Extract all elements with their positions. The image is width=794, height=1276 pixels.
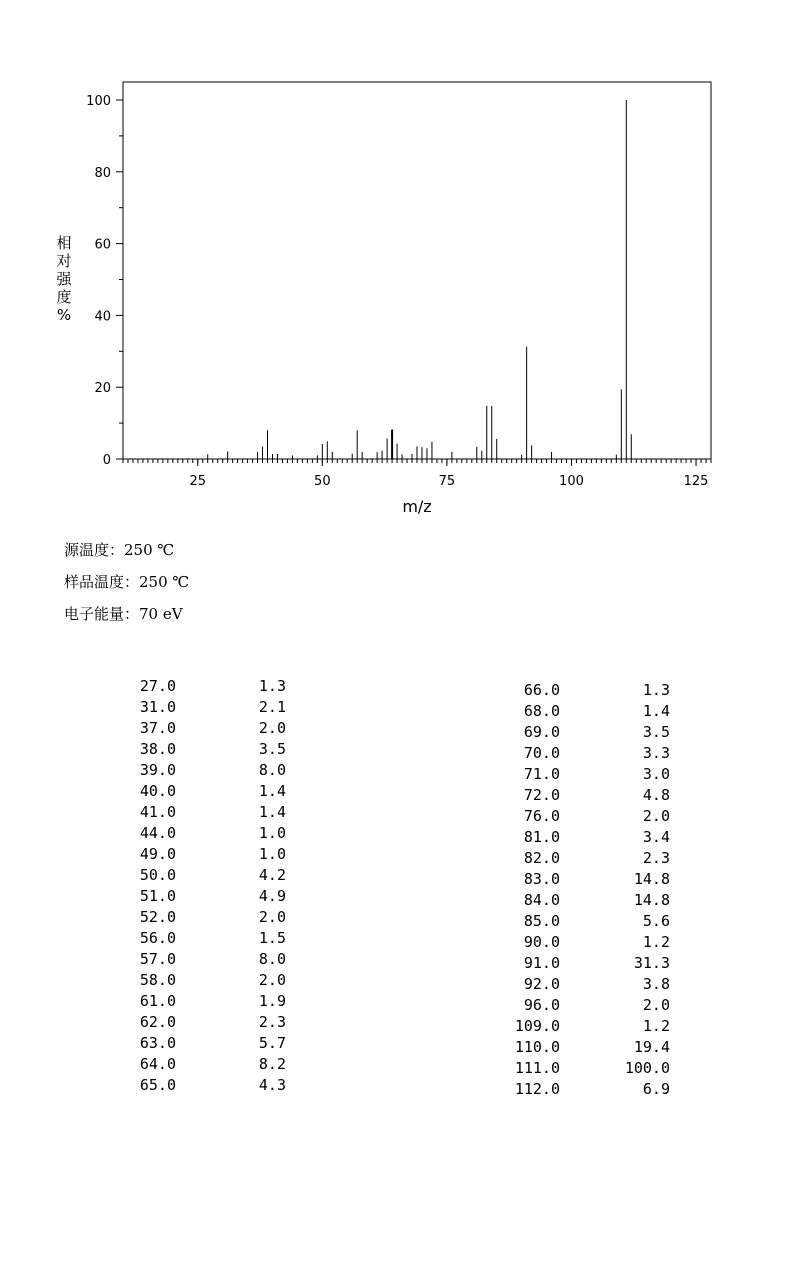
peak-mz-value: 31.0: [139, 698, 176, 716]
peak-intensity-value: 2.0: [258, 719, 286, 737]
peak-intensity-value: 2.0: [258, 908, 286, 926]
condition-sample-temperature: [64, 572, 189, 604]
peak-mz-value: 58.0: [139, 971, 176, 989]
table-row: [120, 886, 300, 907]
peak-mz-value: 61.0: [139, 992, 176, 1010]
condition-source-temperature: [64, 540, 189, 572]
peak-mz-value: 63.0: [139, 1034, 176, 1052]
table-row: [120, 907, 300, 928]
spectrum-peaks: [208, 100, 632, 459]
condition-label: 样品温度：: [64, 573, 140, 591]
table-row: [120, 1012, 300, 1033]
peak-intensity-value: 1.3: [258, 677, 286, 695]
condition-label: 电子能量：: [64, 605, 140, 623]
peak-mz-value: 69.0: [523, 723, 560, 741]
peak-mz-value: 90.0: [523, 933, 560, 951]
peak-intensity-value: 2.0: [642, 807, 670, 825]
y-tick-label: 40: [94, 309, 111, 325]
table-row: [120, 781, 300, 802]
peak-mz-value: 82.0: [523, 849, 560, 867]
peak-intensity-value: 14.8: [633, 870, 670, 888]
table-row: [490, 932, 680, 953]
x-tick-label: 100: [559, 474, 584, 489]
table-row: [120, 718, 300, 739]
peak-mz-value: 52.0: [139, 908, 176, 926]
table-row: [490, 1037, 680, 1058]
y-axis-label-char: 对: [56, 252, 72, 270]
peak-intensity-value: 4.2: [258, 866, 286, 884]
table-row: [490, 953, 680, 974]
table-row: [490, 995, 680, 1016]
peak-intensity-value: 1.2: [642, 933, 670, 951]
peak-mz-value: 37.0: [139, 719, 176, 737]
peak-intensity-value: 1.4: [258, 782, 286, 800]
y-axis-label-char: 度: [56, 288, 72, 306]
peak-intensity-value: 2.3: [642, 849, 670, 867]
y-tick-label: 60: [94, 237, 111, 253]
peak-mz-value: 38.0: [139, 740, 176, 758]
peak-intensity-value: 4.8: [642, 786, 670, 804]
peak-intensity-value: 1.0: [258, 824, 286, 842]
table-row: [120, 823, 300, 844]
peak-intensity-value: 1.9: [258, 992, 286, 1010]
peak-intensity-value: 100.0: [624, 1059, 670, 1077]
table-row: [490, 869, 680, 890]
peak-mz-value: 111.0: [514, 1059, 560, 1077]
table-row: [120, 676, 300, 697]
y-axis-label-char: 相: [56, 234, 72, 252]
peak-intensity-value: 2.0: [258, 971, 286, 989]
table-row: [490, 764, 680, 785]
peak-mz-value: 44.0: [139, 824, 176, 842]
peak-intensity-value: 8.0: [258, 761, 286, 779]
peak-mz-value: 84.0: [523, 891, 560, 909]
peak-mz-value: 57.0: [139, 950, 176, 968]
y-axis-label-char: %: [56, 306, 72, 324]
peak-intensity-value: 2.3: [258, 1013, 286, 1031]
peak-mz-value: 85.0: [523, 912, 560, 930]
peak-intensity-value: 1.4: [642, 702, 670, 720]
x-axis-label: m/z: [402, 497, 432, 516]
peak-intensity-value: 14.8: [633, 891, 670, 909]
table-row: [120, 991, 300, 1012]
peak-intensity-value: 2.0: [642, 996, 670, 1014]
mass-spectrum-chart: [0, 0, 794, 530]
condition-label: 源温度：: [64, 541, 125, 559]
table-row: [490, 890, 680, 911]
peak-mz-value: 71.0: [523, 765, 560, 783]
peak-table-right: [490, 680, 680, 1100]
peak-mz-value: 62.0: [139, 1013, 176, 1031]
peak-mz-value: 110.0: [514, 1038, 560, 1056]
peak-intensity-value: 8.2: [258, 1055, 286, 1073]
peak-intensity-value: 3.8: [642, 975, 670, 993]
peak-mz-value: 40.0: [139, 782, 176, 800]
peak-intensity-value: 1.4: [258, 803, 286, 821]
x-tick-label: 75: [438, 474, 456, 489]
y-axis-label-char: 强: [56, 270, 72, 288]
table-row: [490, 785, 680, 806]
peak-mz-value: 65.0: [139, 1076, 176, 1094]
table-row: [120, 802, 300, 823]
y-tick-label: 100: [86, 94, 111, 109]
peak-mz-value: 41.0: [139, 803, 176, 821]
x-tick-label: 50: [314, 474, 331, 489]
peak-mz-value: 50.0: [139, 866, 176, 884]
y-tick-label: 80: [94, 165, 111, 181]
table-row: [120, 970, 300, 991]
peak-intensity-value: 1.0: [258, 845, 286, 863]
peak-mz-value: 68.0: [523, 702, 560, 720]
y-tick-label: 20: [94, 381, 111, 397]
peak-intensity-value: 31.3: [633, 954, 670, 972]
peak-intensity-value: 5.7: [258, 1034, 286, 1052]
peak-mz-value: 112.0: [514, 1080, 560, 1098]
peak-mz-value: 92.0: [523, 975, 560, 993]
y-axis-ticks: [86, 94, 123, 468]
table-row: [490, 1058, 680, 1079]
table-row: [120, 739, 300, 760]
peak-intensity-value: 4.9: [258, 887, 286, 905]
peak-mz-value: 64.0: [139, 1055, 176, 1073]
peak-intensity-value: 3.3: [642, 744, 670, 762]
peak-intensity-value: 3.5: [258, 740, 286, 758]
peak-mz-value: 96.0: [523, 996, 560, 1014]
x-tick-label: 125: [683, 474, 709, 489]
peak-intensity-value: 4.3: [258, 1076, 286, 1094]
peak-mz-value: 83.0: [523, 870, 560, 888]
peak-intensity-value: 19.4: [633, 1038, 670, 1056]
peak-intensity-value: 3.0: [642, 765, 670, 783]
table-row: [490, 722, 680, 743]
table-row: [490, 1016, 680, 1037]
table-row: [490, 701, 680, 722]
table-row: [490, 743, 680, 764]
x-axis-ticks: [189, 459, 708, 489]
peak-mz-value: 66.0: [523, 681, 560, 699]
table-row: [120, 844, 300, 865]
peak-mz-value: 39.0: [139, 761, 176, 779]
peak-mz-value: 70.0: [523, 744, 560, 762]
table-row: [120, 1033, 300, 1054]
table-row: [490, 848, 680, 869]
peak-intensity-value: 3.5: [642, 723, 670, 741]
condition-value: 250 ℃: [139, 573, 190, 591]
table-row: [120, 1075, 300, 1096]
table-row: [120, 1054, 300, 1075]
peak-intensity-value: 8.0: [258, 950, 286, 968]
peak-mz-value: 51.0: [139, 887, 176, 905]
peak-mz-value: 81.0: [523, 828, 560, 846]
peak-table-left: [120, 676, 300, 1096]
peak-mz-value: 109.0: [514, 1017, 560, 1035]
x-tick-label: 25: [189, 474, 207, 489]
condition-value: 70 eV: [139, 605, 183, 623]
peak-mz-value: 49.0: [139, 845, 176, 863]
table-row: [120, 949, 300, 970]
peak-intensity-value: 5.6: [642, 912, 670, 930]
x-minor-ticks: [123, 459, 711, 463]
peak-mz-value: 56.0: [139, 929, 176, 947]
peak-intensity-value: 3.4: [642, 828, 670, 846]
table-row: [120, 865, 300, 886]
peak-mz-value: 27.0: [139, 677, 176, 695]
table-row: [490, 680, 680, 701]
peak-mz-value: 91.0: [523, 954, 560, 972]
peak-mz-value: 72.0: [523, 786, 560, 804]
table-row: [120, 928, 300, 949]
plot-frame: [123, 82, 711, 459]
y-tick-label: 0: [102, 453, 111, 468]
y-axis-label: [56, 234, 72, 324]
condition-electron-energy: [64, 604, 189, 636]
instrument-conditions: [64, 540, 189, 636]
table-row: [120, 760, 300, 781]
table-row: [490, 1079, 680, 1100]
peak-mz-value: 76.0: [523, 807, 560, 825]
table-row: [490, 911, 680, 932]
table-row: [490, 827, 680, 848]
peak-intensity-value: 1.3: [642, 681, 670, 699]
peak-intensity-value: 1.2: [642, 1017, 670, 1035]
condition-value: 250 ℃: [124, 541, 175, 559]
peak-intensity-value: 2.1: [258, 698, 286, 716]
peak-intensity-value: 1.5: [258, 929, 286, 947]
peak-intensity-value: 6.9: [642, 1080, 670, 1098]
table-row: [120, 697, 300, 718]
table-row: [490, 806, 680, 827]
table-row: [490, 974, 680, 995]
